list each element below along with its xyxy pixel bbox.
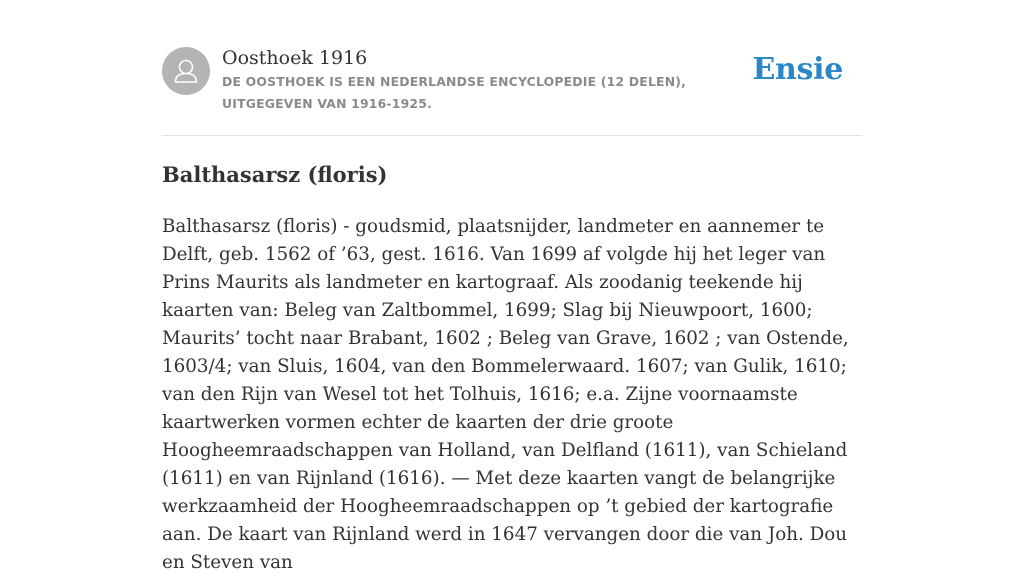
source-info — [222, 46, 762, 115]
entry-title: Balthasarsz (floris) — [162, 162, 388, 187]
entry-container — [162, 46, 862, 573]
user-icon — [162, 47, 210, 95]
entry-body: Balthasarsz (floris) - goudsmid, plaatsnijder, landmeter en aannemer te Delft, geb. 1562 of ’63, gest. 1616. Van 1699 af volgde hij het leger van Prins Maurits als landmeter en kartograaf. Als zoodanig teekende hij kaarten van: Beleg van Zaltbommel, 1699; Slag bij Nieuwpoort, 1600; Maurits’ tocht naar Brabant, 1602 ; Beleg van Grave, 1602 ; van Ostende, 1603/4; van Sluis, 1604, van den Bommelerwaard. 1607; van Gulik, 1610; van den Rijn van Wesel tot het Tolhuis, 1616; e.a. Zijne voornaamste kaartwerken vormen echter de kaarten der drie groote Hoogheemraadschappen van Holland, van Delfland (1611), van Schieland (1611) en van Rijnland (1616). — Met deze kaarten vangt de belangrijke werkzaamheid der Hoogheemraadschappen op ’t gebied der kartografie aan. De kaart van Rijnland werd in 1647 vervangen door die van Joh. Dou en Steven van — [162, 216, 849, 573]
source-description: DE OOSTHOEK IS EEN NEDERLANDSE ENCYCLOPEDIE (12 DELEN), UITGEGEVEN VAN 1916-1925. — [222, 74, 687, 111]
brand-logo[interactable]: Ensie — [752, 52, 843, 87]
avatar[interactable] — [162, 47, 210, 95]
source-header — [162, 46, 862, 136]
source-title[interactable]: Oosthoek 1916 — [222, 47, 368, 69]
